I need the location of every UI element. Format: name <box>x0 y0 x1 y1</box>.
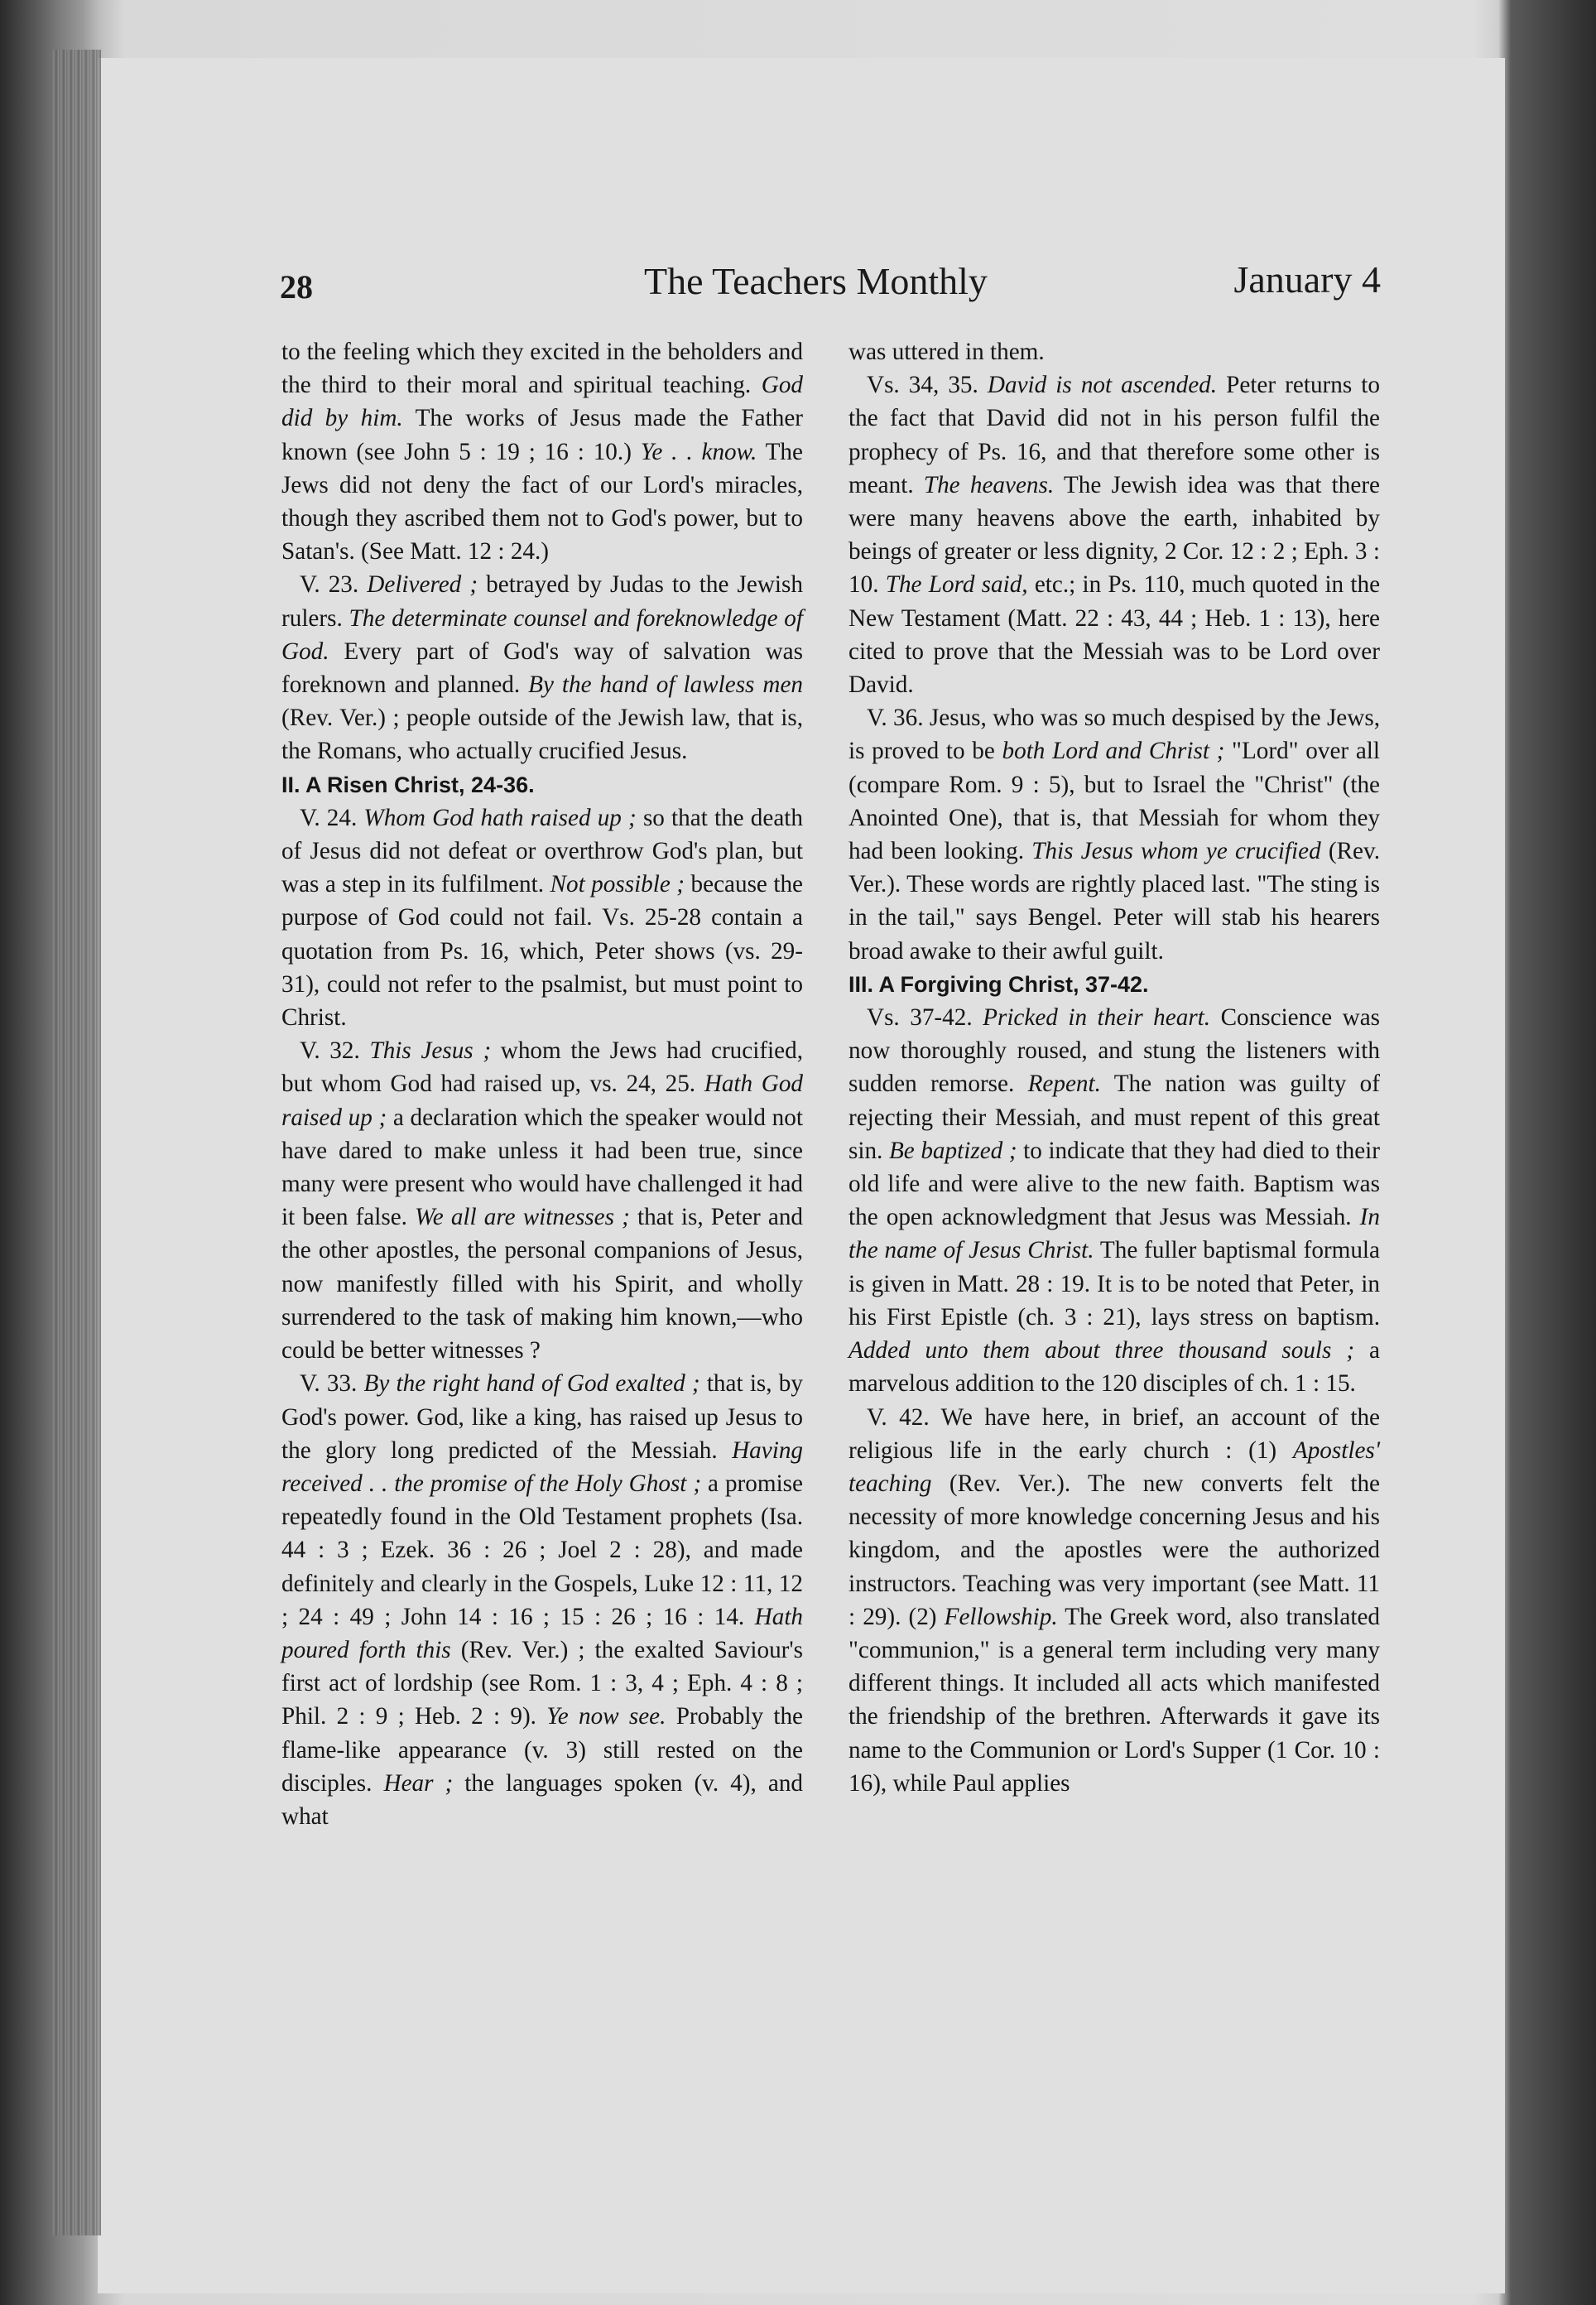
issue-date: January 4 <box>1233 258 1381 301</box>
paragraph: V. 32. This Jesus ; whom the Jews had crucified, but whom God had raised up, vs. 24, 25. Hath God raised up ; a declaration which the speaker would not have dared to make unless it had been true, since many were present who would have challenged it had it been false. We all are witnesses ; that is, Peter and the other apostles, the personal companions of Jesus, now manifestly filled with his Spirit, and wholly surrendered to the task of making him known,—who could be better witnesses ? <box>281 1037 804 1364</box>
paragraph: V. 36. Jesus, who was so much despised by the Jews, is proved to be both Lord and Christ ; "Lord" over all (compare Rom. 9 : 5), but to Israel the "Christ" (the Anointed One), that is, that Messiah for whom they had been looking. This Jesus whom ye crucified (Rev. Ver.). These words are rightly placed last. "The sting is in the tail," says Bengel. Peter will stab his hearers broad awake to their awful guilt. <box>848 705 1380 965</box>
book-binding-edge <box>51 50 101 2235</box>
section-heading: III. A Forgiving Christ, 37-42. <box>848 971 1149 997</box>
page-number: 28 <box>280 268 313 306</box>
paragraph: to the feeling which they excited in the beholders and the third to their moral and spiritual teaching. God did by him. The works of Jesus made the Father known (see John 5 : 19 ; 16 : 10.) Ye . . know. The Jews did not deny the fact of our Lord's miracles, though they ascribed them not to God's power, but to Satan's. (See Matt. 12 : 24.) <box>281 339 804 565</box>
section-heading: II. A Risen Christ, 24-36. <box>281 772 535 797</box>
paragraph: Vs. 34, 35. David is not ascended. Peter returns to the fact that David did not in his person fulfil the prophecy of Ps. 16, and that therefore some other is meant. The heavens. The Jewish idea was that there were many heavens above the earth, inhabited by beings of greater or less dignity, 2 Cor. 12 : 2 ; Eph. 3 : 10. The Lord said, etc.; in Ps. 110, much quoted in the New Testament (Matt. 22 : 43, 44 ; Heb. 1 : 13), here cited to prove that the Messiah was to be Lord over David. <box>848 372 1381 699</box>
left-column <box>281 335 803 1833</box>
right-column <box>848 335 1380 1800</box>
paragraph: V. 42. We have here, in brief, an account of the religious life in the early church : (1) Apostles' teaching (Rev. Ver.). The new converts felt the necessity of more knowledge concerning Jesus and his kingdom, and the apostles were the authorized instructors. Teaching was very important (see Matt. 11 : 29). (2) Fellowship. The Greek word, also translated "communion," is a general term including very many different things. It included all acts which manifested the friendship of the brethren. Afterwards it gave its name to the Communion or Lord's Supper (1 Cor. 10 : 16), while Paul applies <box>848 1403 1381 1797</box>
paragraph: V. 23. Delivered ; betrayed by Judas to the Jewish rulers. The determinate counsel and foreknowledge of God. Every part of God's way of salvation was foreknown and planned. By the hand of lawless men (Rev. Ver.) ; people outside of the Jewish law, that is, the Romans, who actually crucified Jesus. <box>281 571 803 765</box>
running-header <box>280 253 1381 310</box>
paragraph: V. 33. By the right hand of God exalted ; that is, by God's power. God, like a king, has raised up Jesus to the glory long predicted of the Messiah. Having received . . the promise of the Holy Ghost ; a promise repeatedly found in the Old Testament prophets (Isa. 44 : 3 ; Ezek. 36 : 26 ; Joel 2 : 28), and made definitely and clearly in the Gospels, Luke 12 : 11, 12 ; 24 : 49 ; John 14 : 16 ; 15 : 26 ; 16 : 14. Hath poured forth this (Rev. Ver.) ; the exalted Saviour's first act of lordship (see Rom. 1 : 3, 4 ; Eph. 4 : 8 ; Phil. 2 : 9 ; Heb. 2 : 9). Ye now see. Probably the flame-like appearance (v. 3) still rested on the disciples. Hear ; the languages spoken (v. 4), and what <box>281 1370 804 1830</box>
paragraph: Vs. 37-42. Pricked in their heart. Conscience was now thoroughly roused, and stung the listeners with sudden remorse. Repent. The nation was guilty of rejecting their Messiah, and must repent of this great sin. Be baptized ; to indicate that they had died to their old life and were alive to the new faith. Baptism was the open acknowledgment that Jesus was Messiah. In the name of Jesus Christ. The fuller baptismal formula is given in Matt. 28 : 19. It is to be noted that Peter, in his First Epistle (ch. 3 : 21), lays stress on baptism. Added unto them about three thousand souls ; a marvelous addition to the 120 disciples of ch. 1 : 15. <box>848 1004 1381 1398</box>
paragraph: V. 24. Whom God hath raised up ; so that the death of Jesus did not defeat or overthrow God's plan, but was a step in its fulfilment. Not possible ; because the purpose of God could not fail. Vs. 25-28 contain a quotation from Ps. 16, which, Peter shows (vs. 29-31), could not refer to the psalmist, but must point to Christ. <box>281 804 804 1032</box>
journal-title: The Teachers Monthly <box>644 260 988 302</box>
paragraph: was uttered in them. <box>848 339 1045 365</box>
